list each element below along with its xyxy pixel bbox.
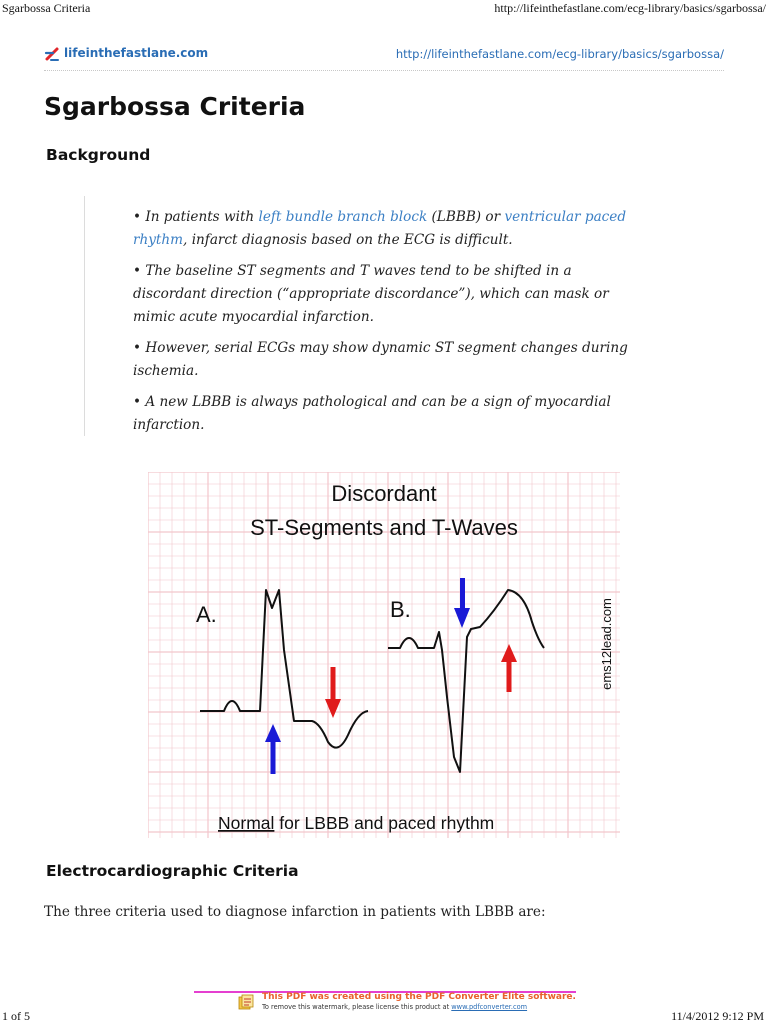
site-logo-icon[interactable] [44, 46, 60, 62]
figure-caption [218, 813, 494, 833]
label-b: B. [390, 597, 411, 622]
watermark-line2 [262, 1003, 527, 1011]
criteria-intro: The three criteria used to diagnose infarction in patients with LBBB are: [44, 904, 546, 920]
caption-underlined: Normal [218, 813, 275, 833]
site-bar [44, 44, 724, 66]
print-datetime: 11/4/2012 9:12 PM [671, 1009, 764, 1023]
caption-rest: for LBBB and paced rhythm [274, 813, 495, 833]
up-arrow-icon [501, 644, 517, 692]
figure-credit: ems12lead.com [599, 598, 614, 690]
figure-title-line2: ST-Segments and T-Waves [250, 515, 518, 540]
pdf-watermark [192, 989, 576, 1015]
ecg-figure [148, 472, 620, 838]
page-title: Sgarbossa Criteria [44, 92, 306, 121]
bullet-text: , infarct diagnosis based on the ECG is difficult. [183, 232, 513, 248]
bullet-item [133, 391, 643, 437]
figure-title-line1: Discordant [331, 481, 437, 506]
background-heading: Background [46, 146, 151, 164]
bullet-marker: • [133, 394, 142, 410]
site-logo-text[interactable]: lifeinthefastlane.com [64, 46, 209, 60]
watermark-line2-text: To remove this watermark, please license this product at [262, 1003, 452, 1011]
print-header-title: Sgarbossa Criteria [2, 1, 91, 15]
lbbb-link[interactable]: left bundle branch block [258, 209, 428, 225]
watermark-link[interactable]: www.pdfconverter.com [451, 1003, 528, 1011]
bullet-text: The baseline ST segments and T waves tend to be shifted in a discordant direction (“appropriate discordance”), which can mask or mimic acute myocardial infarction. [133, 263, 609, 325]
bullet-text: In patients with [145, 209, 259, 225]
bullet-text: (LBBB) or [427, 209, 505, 225]
bullet-item [133, 206, 643, 252]
pdf-converter-icon [238, 994, 254, 1010]
header-divider [44, 70, 724, 71]
up-arrow-icon [265, 724, 281, 774]
bullet-marker: • [133, 263, 142, 279]
site-url-link[interactable]: http://lifeinthefastlane.com/ecg-library/basics/sgarbossa/ [395, 47, 724, 61]
watermark-line1: This PDF was created using the PDF Converter Elite software. [262, 992, 576, 1002]
page-number: 1 of 5 [2, 1009, 30, 1023]
bullet-item [133, 337, 643, 383]
background-bullet-list [133, 206, 643, 445]
label-a: A. [196, 602, 217, 627]
bullet-text: A new LBBB is always pathological and can be a sign of myocardial infarction. [133, 394, 611, 433]
criteria-heading: Electrocardiographic Criteria [46, 862, 299, 880]
bullet-item [133, 260, 643, 329]
bullet-marker: • [133, 209, 142, 225]
bullet-marker: • [133, 340, 142, 356]
print-header [0, 0, 768, 18]
print-header-url[interactable]: http://lifeinthefastlane.com/ecg-library/basics/sgarbossa/ [494, 1, 766, 15]
down-arrow-icon [454, 578, 470, 628]
bullet-text: However, serial ECGs may show dynamic ST segment changes during ischemia. [133, 340, 628, 379]
ecg-illustration [148, 472, 620, 838]
ventricular-paced-rhythm-link[interactable]: ventricular paced rhythm [133, 209, 627, 248]
